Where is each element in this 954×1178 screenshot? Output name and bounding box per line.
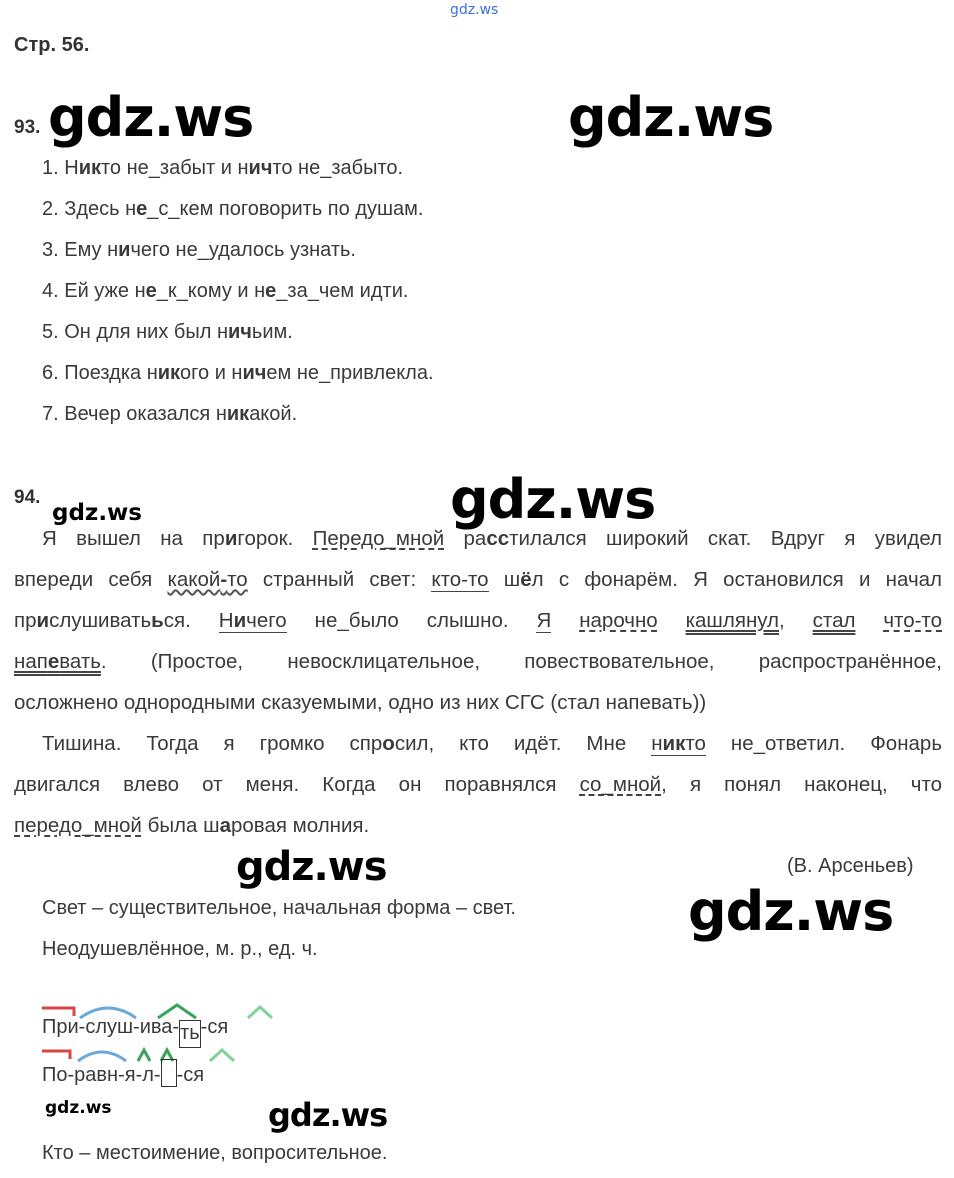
watermark: gdz.ws [48,86,254,149]
list-item: 2. Здесь не_с_кем поговорить по душам. [42,198,424,220]
author-attribution: (В. Арсеньев) [787,855,914,877]
noun-analysis-line: Неодушевлённое, м. р., ед. ч. [42,938,318,960]
exercise-number-93: 93. [14,117,41,138]
paragraph-line: Я вышел на пригорок. Передо_мной расстилался широкий скат. Вдруг я увидел [42,527,943,550]
pronoun-analysis-line: Кто – местоимение, вопросительное. [42,1142,388,1164]
watermark: gdz.ws [236,844,387,890]
postfix-mark [210,1050,234,1061]
paragraph-line: напевать. (Простое, невосклицательное, повествовательное, распространённое, [14,650,942,673]
watermark: gdz.ws [52,500,142,526]
watermark: gdz.ws [268,1096,388,1134]
watermark: gdz.ws [688,880,894,943]
postfix-mark [248,1007,272,1018]
morpheme-word: По-равн-я-л- -ся [42,1059,204,1087]
list-item: 6. Поездка никого и ничем не_привлекла. [42,362,434,384]
list-item: 3. Ему ничего не_удалось узнать. [42,239,356,261]
paragraph-line: Тишина. Тогда я громко спросил, кто идёт. Мне никто не_ответил. Фонарь [42,732,942,755]
exercise-number-94: 94. [14,487,41,508]
paragraph-line: передо_мной была шаровая молния. [14,814,370,837]
list-item: 1. Никто не_забыт и ничто не_забыто. [42,157,404,179]
list-item: 5. Он для них был ничьим. [42,321,293,343]
zero-ending-box [161,1059,177,1087]
paragraph-line: прислушиватьься. Ничего не_было слышно. Я нарочно кашлянул, стал что-то [14,609,942,632]
watermark: gdz.ws [45,1098,112,1118]
noun-analysis-line: Свет – существительное, начальная форма – свет. [42,897,516,919]
list-item: 7. Вечер оказался никакой. [42,403,298,425]
morpheme-analysis [40,1043,300,1103]
watermark-top: gdz.ws [450,2,499,18]
paragraph-line: осложнено однородными сказуемыми, одно из них СГС (стал напевать)) [14,691,707,714]
prefix-mark [42,1008,74,1016]
morpheme-word: При-слуш-ива-ть-ся [42,1016,228,1048]
paragraph-line: двигался влево от меня. Когда он поравнялся со_мной, я понял наконец, что [14,773,943,796]
paragraph-line: впереди себя какой-то странный свет: кто-то шёл с фонарём. Я остановился и начал [14,568,942,591]
watermark: gdz.ws [568,86,774,149]
prefix-mark [42,1051,70,1059]
list-item: 4. Ей уже не_к_кому и не_за_чем идти. [42,280,409,302]
watermark: gdz.ws [450,468,656,531]
page-label: Стр. 56. [14,34,90,56]
ending-box: ть [179,1020,201,1048]
